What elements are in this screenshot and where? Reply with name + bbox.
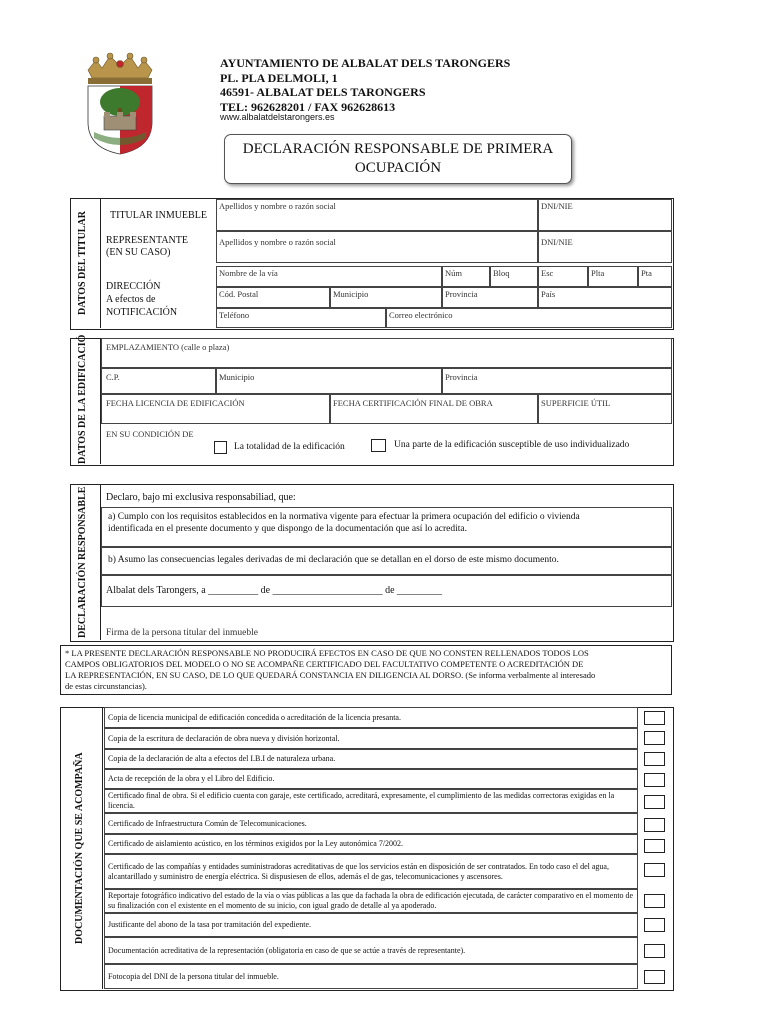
doc-item — [104, 769, 638, 789]
doc-item-label: Certificado de las compañías y entidades suministradoras acreditativas de que los servicios están en disposición de ser contratados. En todo caso el del agua, alcantarillado y suministro de energía eléctrica. Si dispusiesen de ellos, además el de gas, telecomunicaciones y ascensores. — [108, 861, 609, 881]
representante-name-field[interactable] — [216, 231, 538, 263]
section-label: DATOS DE LA EDIFICACIÓ — [77, 334, 88, 464]
field-label: Plta — [591, 268, 605, 278]
lugar-fecha-text: Albalat dels Tarongers, a __________ de ______________________ de _________ — [106, 585, 443, 596]
label-line: NOTIFICACIÓN — [106, 307, 178, 318]
representante-label — [106, 235, 188, 259]
doc-item — [104, 749, 638, 769]
edificacion-label-cell — [70, 334, 101, 464]
doc-item — [104, 707, 638, 728]
section-label: DOCUMENTACIÓN QUE SE ACOMPAÑA — [74, 752, 85, 944]
nota-line: CAMPOS OBLIGATORIOS DEL MODELO O NO SE ACOMPAÑE CERTIFICADO DEL FACULTATIVO COMPETENTE O ACREDITACIÓN DE — [65, 659, 584, 669]
field-label: FECHA LICENCIA DE EDIFICACIÓN — [106, 398, 245, 408]
text-line: identificada en el presente documento y que dispongo de la documentación que así lo acredita. — [108, 524, 468, 534]
field-label: Municipio — [333, 289, 369, 299]
doc-item-label: Copia de licencia municipal de edificación concedida o acreditación de la licencia presanta. — [108, 712, 401, 722]
condicion-label: EN SU CONDICIÓN DE — [106, 429, 194, 439]
municipal-header — [220, 56, 510, 114]
field-label: Municipio — [219, 372, 255, 382]
doc-checkbox[interactable] — [644, 795, 665, 809]
doc-item-label: Justificante del abono de la tasa por tramitación del expediente. — [108, 920, 312, 929]
doc-item-label: Certificado final de obra. Si el edificio cuenta con garaje, este certificado, acreditará, expresamente, el cumplimiento de las medidas correctoras exigidas en la licencia. — [108, 791, 615, 810]
section-label: DATOS DEL TITULAR — [77, 211, 88, 315]
field-label: Correo electrónico — [389, 310, 453, 320]
declaracion-a-text — [108, 511, 580, 535]
field-label: Teléfono — [219, 310, 250, 320]
doc-item-label: Documentación acreditativa de la representación (obligatoria en caso de que se actúe a través de representante). — [108, 945, 466, 955]
field-label: C.P. — [106, 372, 120, 382]
direccion-label — [106, 280, 177, 319]
field-label: Núm — [445, 268, 462, 278]
label-line: (EN SU CASO) — [106, 247, 171, 258]
doc-item — [104, 728, 638, 749]
titular-label-cell — [70, 198, 101, 328]
firma-label: Firma de la persona titular del inmueble — [106, 628, 258, 638]
pais-field[interactable] — [538, 287, 672, 308]
title-line: OCUPACIÓN — [354, 160, 442, 176]
field-label: Provincia — [445, 289, 478, 299]
coat-of-arms-icon — [80, 52, 160, 156]
doc-item-label: Copia de la escritura de declaración de obra nueva y división horizontal. — [108, 733, 340, 743]
doc-checkbox[interactable] — [644, 970, 665, 984]
doc-item-label: Certificado de Infraestructura Común de Telecomunicaciones. — [108, 818, 307, 828]
totalidad-checkbox[interactable] — [214, 441, 227, 454]
text-line: a) Cumplo con los requisitos establecidos en la normativa vigente para efectuar la primera ocupación del edificio o vivienda — [108, 512, 580, 522]
field-label: DNI/NIE — [541, 201, 573, 211]
declaracion-intro: Declaro, bajo mi exclusiva responsabiliad, que: — [106, 492, 296, 503]
doc-checkbox[interactable] — [644, 773, 665, 787]
titular-inmueble-label: TITULAR INMUEBLE — [110, 210, 207, 221]
field-label: Bloq — [493, 268, 510, 278]
doc-item — [104, 854, 638, 889]
header-line: AYUNTAMIENTO DE ALBALAT DELS TARONGERS — [220, 56, 511, 70]
field-label: País — [541, 289, 556, 299]
representante-dni-field[interactable] — [538, 231, 672, 263]
field-label: DNI/NIE — [541, 237, 573, 247]
label-line: DIRECCIÓN — [106, 281, 161, 292]
section-label: DECLARACIÓN RESPONSABLE — [77, 486, 88, 638]
doc-item-label: Reportaje fotográfico indicativo del estado de la vía o vías públicas a las que da fachada la obra de edificación ejecutada, de carácter comparativo en el momento de su finalización con el existente en el momento de su inicio, con igual grado de detalle al ya apoderado. — [108, 891, 634, 910]
doc-checkbox[interactable] — [644, 918, 665, 932]
nota-line: LA REPRESENTACIÓN, EN SU CASO, DE LO QUE QUEDARÁ CONSTANCIA EN DILIGENCIA AL DORSO. (Se informa verbalmente al interesado — [65, 670, 596, 680]
field-label: EMPLAZAMIENTO (calle o plaza) — [106, 342, 230, 352]
doc-checkbox[interactable] — [644, 711, 665, 725]
nota-line: de estas circunstancias). — [65, 681, 147, 691]
nota-line: * LA PRESENTE DECLARACIÓN RESPONSABLE NO PRODUCIRÁ EFECTOS EN CASO DE QUE NO CONSTEN RELLENADOS TODOS LOS — [65, 648, 589, 658]
label-line: REPRESENTANTE — [106, 235, 188, 246]
doc-item — [104, 834, 638, 854]
field-label: Apellidos y nombre o razón social — [219, 237, 336, 247]
doc-item-label: Copia de la declaración de alta a efectos del I.B.I de naturaleza urbana. — [108, 754, 336, 763]
doc-checkbox[interactable] — [644, 944, 665, 958]
field-label: Pta — [641, 268, 652, 278]
doc-item — [104, 789, 638, 813]
doc-item — [104, 889, 638, 913]
field-label: Nombre de la vía — [219, 268, 278, 278]
parte-checkbox[interactable] — [371, 439, 386, 452]
field-label: FECHA CERTIFICACIÓN FINAL DE OBRA — [333, 398, 493, 408]
label-line: A efectos de — [106, 294, 156, 305]
doc-item — [104, 964, 638, 989]
doc-item — [104, 937, 638, 964]
doc-item-label: Acta de recepción de la obra y el Libro del Edificio. — [108, 774, 275, 783]
header-line: PL. PLA DELMOLI, 1 — [220, 70, 338, 85]
nota-box — [60, 645, 672, 695]
doc-item-label: Certificado de aislamiento acústico, en los términos exigidos por la Ley autonómica 7/2002. — [108, 839, 404, 848]
doc-item-label: Fotocopia del DNI de la persona titular del inmueble. — [108, 971, 279, 981]
website-link[interactable]: www.albalatdelstarongers.es — [220, 112, 335, 122]
header-line: 46591- ALBALAT DELS TARONGERS — [220, 85, 426, 99]
documentacion-label-cell — [60, 707, 103, 989]
document-title — [224, 134, 572, 184]
parte-label: Una parte de la edificación susceptible de uso individualizado — [394, 440, 630, 450]
field-label: Provincia — [445, 372, 478, 382]
declaracion-label-cell — [70, 484, 101, 640]
totalidad-label: La totalidad de la edificación — [234, 442, 345, 452]
doc-item — [104, 813, 638, 834]
field-label: Cód. Postal — [219, 289, 259, 299]
title-line: DECLARACIÓN RESPONSABLE DE PRIMERA — [242, 141, 554, 157]
field-label: SUPERFICIE ÚTIL — [541, 398, 611, 408]
header-line: TEL: 962628201 / FAX 962628613 — [220, 99, 396, 114]
doc-checkbox[interactable] — [644, 894, 665, 908]
field-label: Esc — [541, 268, 554, 278]
doc-checkbox[interactable] — [644, 839, 665, 853]
doc-checkbox[interactable] — [644, 752, 665, 766]
declaracion-b-text: b) Asumo las consecuencias legales derivadas de mi declaración que se detallan en el dorso de este mismo documento. — [108, 555, 559, 565]
doc-item — [104, 913, 638, 937]
doc-checkbox[interactable] — [644, 731, 665, 745]
doc-checkbox[interactable] — [644, 863, 665, 877]
doc-checkbox[interactable] — [644, 818, 665, 832]
field-label: Apellidos y nombre o razón social — [219, 201, 336, 211]
